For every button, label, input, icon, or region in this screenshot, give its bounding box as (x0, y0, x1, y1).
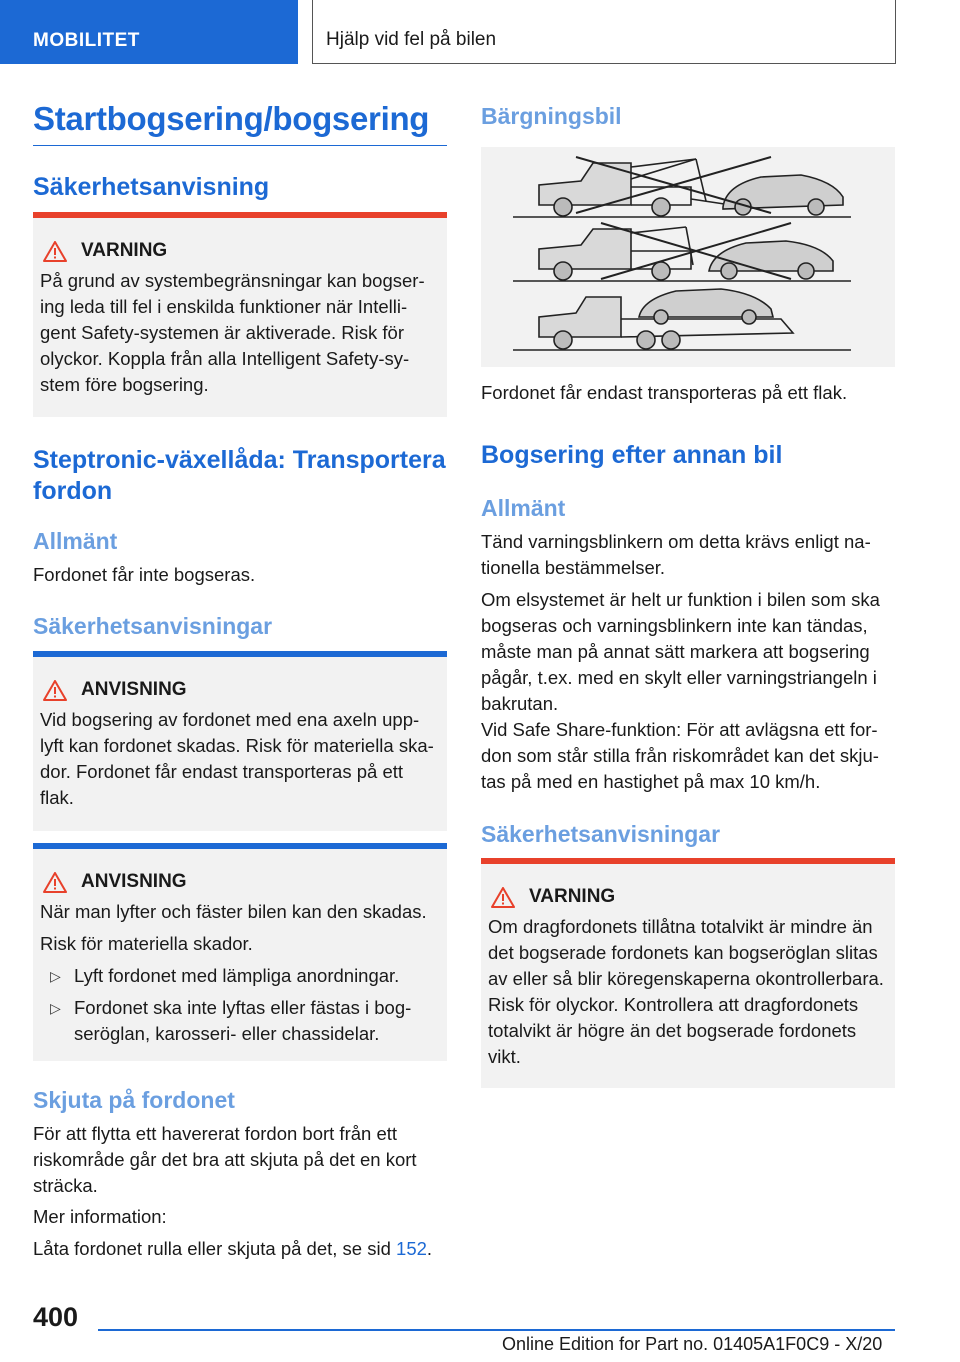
section-tab[interactable]: MOBILITET (0, 0, 298, 64)
safety-instructions-heading: Säkerhetsanvisningar (33, 613, 273, 639)
triangle-bullet-icon: ▷ (50, 968, 61, 984)
general-heading-right: Allmänt (481, 495, 566, 521)
other-car-towing-heading: Bogsering efter annan bil (481, 441, 783, 469)
general-text: Fordonet får inte bogseras. (33, 564, 256, 585)
push-text: För att flytta ett havererat fordon bort från ett riskområde går det bra att skjuta på det en kort sträcka. (33, 1123, 417, 1196)
towing-illustration (481, 147, 895, 367)
notice-text: Vid bogsering av fordonet med ena axeln upp-lyft kan fordonet skadas. Risk för materiella ska-dor. Fordonet får endast transporteras på ett flak. (40, 709, 434, 808)
warning-box-2 (481, 858, 895, 1088)
general-heading: Allmänt (33, 528, 118, 554)
paragraph-electrical-failure: Om elsystemet är helt ur funktion i bilen som ska bogseras och varningsblinkern inte kan tändas, måste man på annat sätt markera att bogsering pågår, t.ex. med en skylt eller varningstriangeln i bakrutan. (481, 589, 880, 714)
towing-diagram (481, 147, 895, 367)
triangle-bullet-icon: ▷ (50, 1000, 61, 1016)
safety-heading: Säkerhetsanvisning (33, 173, 270, 201)
warning-icon (43, 241, 67, 262)
list-item: ▷ Fordonet ska inte lyftas eller fästas i bog-seröglan, karosseri- eller chassidelar. (40, 995, 439, 1047)
notice-label: ANVISNING (81, 871, 187, 892)
warning-text: På grund av systembegränsningar kan bogser-ing leda till fel i enskilda funktioner när Intelli-gent Safety-systemen är aktiverade. Risk för olyckor. Koppla från alla Intelligent Safety-sy-stem före bogsering. (40, 270, 425, 395)
steptronic-heading: Steptronic-växellåda: Transportera fordon (33, 446, 446, 505)
push-heading: Skjuta på fordonet (33, 1087, 235, 1113)
figure-caption: Fordonet får endast transporteras på ett flak. (481, 382, 848, 403)
more-info-label: Mer information: (33, 1206, 167, 1227)
warning-label: VARNING (81, 240, 168, 261)
list-item: ▷ Lyft fordonet med lämpliga anordningar. (40, 963, 439, 989)
warning-label: VARNING (529, 886, 616, 907)
notice-box-1 (33, 651, 447, 831)
notice-text-1: När man lyfter och fäster bilen kan den skadas. (40, 901, 427, 922)
warning-icon (43, 872, 67, 893)
chapter-title: Hjälp vid fel på bilen (312, 0, 896, 64)
warning-icon (43, 680, 67, 701)
warning-text: Om dragfordonets tillåtna totalvikt är mindre än det bogserade fordonets kan bogseröglan slitas av eller så blir köregenskaperna okontrollerbara. Risk för olyckor. Kontrollera att dragfordonets totalvikt är högre än det bogserade fordonets vikt. (488, 916, 884, 1067)
reference-text: Låta fordonet rulla eller skjuta på det, se sid 152. (33, 1238, 433, 1259)
tow-truck-heading: Bärgningsbil (481, 103, 622, 129)
page-title: Startbogsering/bogsering (33, 100, 447, 146)
warning-icon (491, 887, 515, 908)
footer-divider (98, 1329, 895, 1331)
page-reference-link[interactable]: 152 (396, 1238, 427, 1259)
notice-text-2: Risk för materiella skador. (40, 933, 253, 954)
page-number: 400 (33, 1302, 79, 1332)
paragraph-safe-share: Vid Safe Share-funktion: För att avlägsna ett for-don som står stilla från riskområdet kan det skju-tas på med en hastighet på max 10 km/h. (481, 719, 879, 792)
paragraph-hazard-lights: Tänd varningsblinkern om detta krävs enligt na-tionella bestämmelser. (481, 531, 871, 578)
warning-box-1 (33, 212, 447, 417)
notice-box-2 (33, 843, 447, 1061)
page-header (0, 0, 960, 64)
safety-instructions-heading-right: Säkerhetsanvisningar (481, 821, 721, 847)
notice-label: ANVISNING (81, 679, 187, 700)
edition-text: Online Edition for Part no. 01405A1F0C9 - X/20 (502, 1334, 883, 1354)
